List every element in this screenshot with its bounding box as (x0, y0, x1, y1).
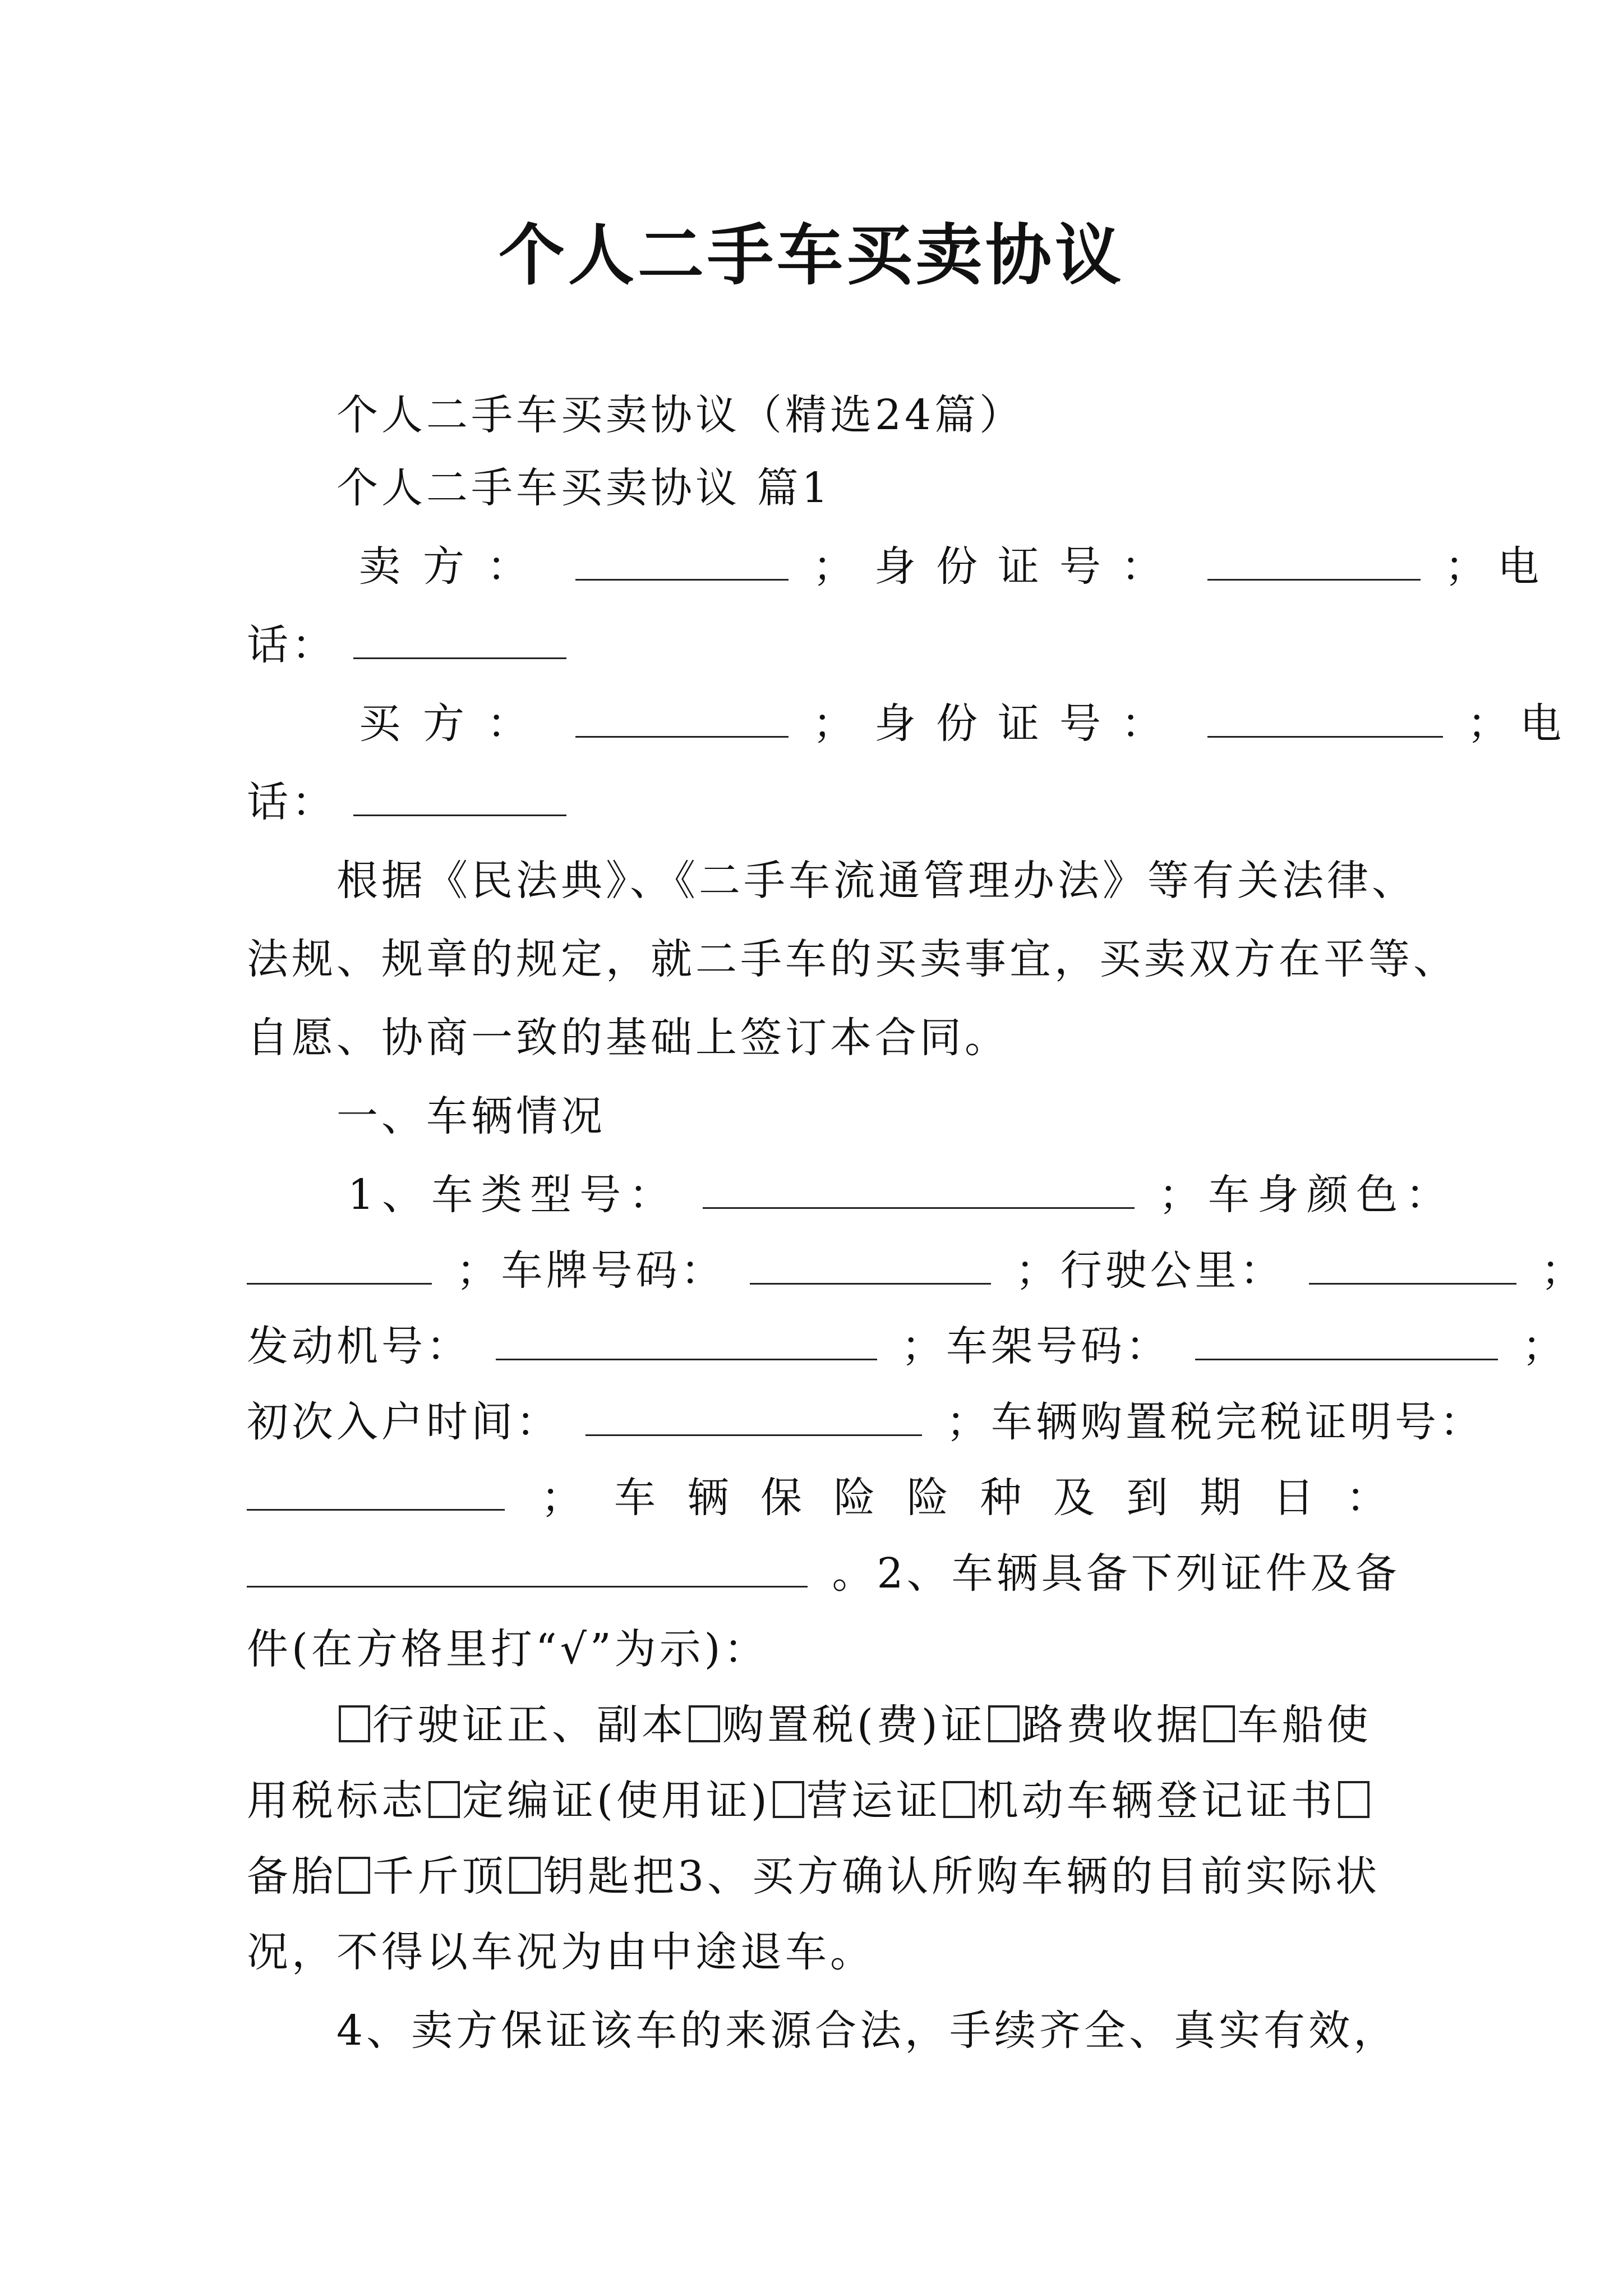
intro-line-1: 根据《民法典》、《二手车流通管理办法》等有关法律、 (336, 857, 1417, 905)
docs-line-2 (247, 1773, 1391, 1829)
seller-id-label: ；身份证号： (813, 542, 1183, 591)
separator: ； (1541, 1246, 1586, 1295)
insurance-char: 保 (760, 1474, 805, 1522)
purchase-tax-blank (247, 1470, 505, 1511)
vehicle-line-4 (247, 1394, 1485, 1450)
mileage-label: ；行驶公里： (1015, 1246, 1285, 1295)
insurance-char: 险 (907, 1474, 952, 1522)
seller-phone-blank (353, 618, 566, 659)
docs-line-3 (247, 1848, 1391, 1904)
doc-label: 备胎 (247, 1852, 336, 1901)
vehicle-line-6 (247, 1545, 1400, 1602)
buyer-line (359, 696, 1573, 752)
checkbox[interactable] (988, 1705, 1020, 1742)
document-title: 个人二手车买卖协议 (498, 216, 1124, 294)
buyer-phone-label-1: ；电 (1467, 700, 1573, 748)
buyer-phone-line (247, 774, 1391, 830)
first-registration-blank (585, 1395, 922, 1436)
seller-phone-line (247, 617, 1391, 673)
checkbox[interactable] (509, 1857, 541, 1894)
doc-label: 用税标志 (247, 1777, 426, 1825)
buyer-phone-label-2: 话： (247, 778, 336, 826)
engine-number-label: 发动机号： (247, 1322, 471, 1370)
insurance-char: 日 (1272, 1474, 1318, 1522)
seller-label: 卖方： (359, 542, 551, 591)
insurance-char: 到 (1126, 1474, 1172, 1522)
insurance-char: 种 (980, 1474, 1025, 1522)
body-color-label: ；车身颜色： (1159, 1171, 1455, 1219)
vehicle-line-2 (247, 1243, 1586, 1299)
separator: ； (1522, 1322, 1567, 1370)
checkbox[interactable] (943, 1781, 975, 1818)
insurance-char: 辆 (687, 1474, 732, 1522)
buyer-phone-blank (353, 775, 566, 816)
seller-name-blank (575, 540, 789, 581)
doc-label: 路费收据 (1021, 1701, 1201, 1749)
doc-label: 营运证 (806, 1777, 941, 1825)
vehicle-line-5 (247, 1470, 1391, 1526)
vin-blank (1195, 1319, 1498, 1360)
docs-line-1 (336, 1697, 1391, 1753)
plate-number-blank (750, 1244, 991, 1285)
checkbox[interactable] (339, 1857, 370, 1894)
vehicle-line-1 (348, 1167, 1455, 1223)
mileage-blank (1309, 1244, 1516, 1285)
section-title: 个人二手车买卖协议 篇1 (336, 464, 832, 512)
doc-label: 车船使 (1237, 1701, 1372, 1749)
intro-line-3: 自愿、协商一致的基础上签订本合同。 (247, 1014, 1009, 1062)
vehicle-line-3 (247, 1318, 1567, 1374)
vin-label: ；车架号码： (901, 1322, 1171, 1370)
seller-phone-label-1: ；电 (1445, 542, 1551, 591)
checkbox[interactable] (1338, 1781, 1370, 1818)
doc-label: 千斤顶 (372, 1852, 507, 1901)
doc-label: 购置税(费)证 (722, 1701, 986, 1749)
doc-label: 钥匙把3、买方确认所购车辆的目前实际状 (543, 1852, 1381, 1901)
buyer-name-blank (575, 697, 789, 738)
checkbox[interactable] (689, 1705, 720, 1742)
separator: ； (541, 1474, 586, 1522)
insurance-char: 期 (1200, 1474, 1244, 1522)
insurance-char: 及 (1053, 1474, 1098, 1522)
insurance-blank (247, 1547, 808, 1588)
buyer-id-label: ；身份证号： (813, 700, 1183, 748)
doc-label: 机动车辆登记证书 (976, 1777, 1336, 1825)
seller-line (359, 539, 1551, 595)
vehicle-type-blank (703, 1168, 1135, 1209)
seller-phone-label-2: 话： (247, 621, 336, 669)
doc-label: 定编证(使用证) (462, 1777, 771, 1825)
doc-label: 行驶证正、副本 (372, 1701, 686, 1749)
body-color-blank (247, 1244, 432, 1285)
intro-line-2: 法规、规章的规定，就二手车的买卖事宜，买卖双方在平等、 (247, 935, 1458, 983)
insurance-char: 险 (833, 1474, 879, 1522)
seller-id-blank (1207, 540, 1421, 581)
first-registration-label: 初次入户时间： (247, 1398, 561, 1446)
buyer-id-blank (1207, 697, 1443, 738)
checkbox[interactable] (1204, 1705, 1235, 1742)
subtitle: 个人二手车买卖协议（精选24篇） (336, 391, 1025, 439)
checkbox[interactable] (339, 1705, 370, 1742)
checkbox[interactable] (428, 1781, 460, 1818)
vehicle-type-label: 1、车类型号： (348, 1171, 679, 1219)
vehicle-line-7: 件(在方格里打“√”为示)： (247, 1625, 769, 1673)
plate-number-label: ；车牌号码： (456, 1246, 726, 1295)
item-4: 4、卖方保证该车的来源合法，手续齐全、真实有效， (336, 2007, 1399, 2055)
documents-heading-text: 。2、车辆具备下列证件及备 (832, 1549, 1400, 1598)
checkbox[interactable] (773, 1781, 804, 1818)
buyer-label: 买方： (359, 700, 551, 748)
insurance-char: 车 (614, 1474, 659, 1522)
purchase-tax-label: ；车辆购置税完税证明号： (946, 1398, 1485, 1446)
insurance-char: ： (1346, 1474, 1391, 1522)
engine-number-blank (496, 1319, 877, 1360)
docs-line-4: 况，不得以车况为由中途退车。 (247, 1928, 875, 1976)
heading-vehicle-info: 一、车辆情况 (336, 1092, 606, 1140)
